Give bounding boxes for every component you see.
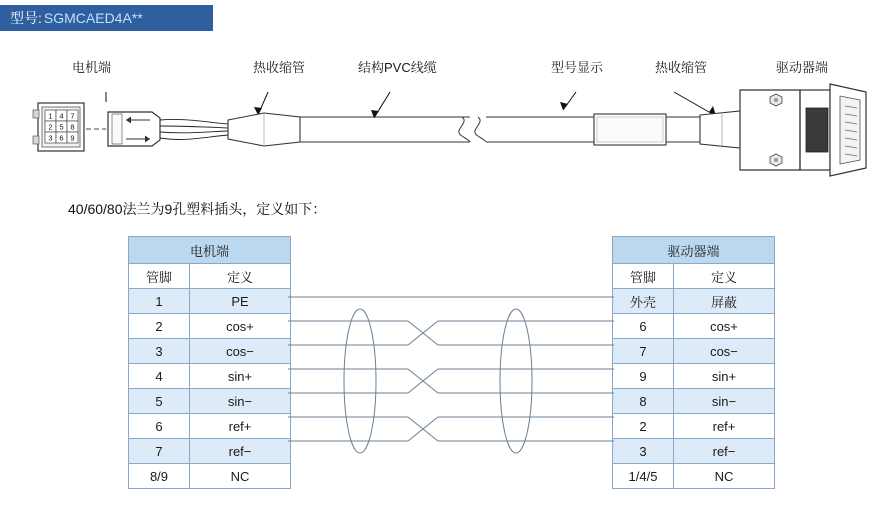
table-row [129,389,291,414]
motor-def: ref− [190,439,291,464]
motor-def: ref+ [190,414,291,439]
drive-def: 屏蔽 [674,289,775,314]
motor-col-def: 定义 [190,264,291,289]
drive-pin: 7 [613,339,674,364]
table-row [129,464,291,489]
drive-col-def: 定义 [674,264,775,289]
table-row [613,314,775,339]
table-row [613,389,775,414]
drive-def: cos+ [674,314,775,339]
motor-pin-table [128,236,291,489]
motor-table-header-row [129,264,291,289]
motor-pin: 4 [129,364,190,389]
motor-pin: 8/9 [129,464,190,489]
label-heat-shrink-1: 热收缩管 [253,60,306,75]
motor-pin: 3 [129,339,190,364]
motor-def: cos+ [190,314,291,339]
drive-pin: 2 [613,414,674,439]
svg-text:6: 6 [59,133,64,143]
svg-text:3: 3 [48,133,53,143]
motor-def: PE [190,289,291,314]
heat-shrink-tube-right [700,111,740,148]
table-row [129,289,291,314]
drive-def: sin+ [674,364,775,389]
table-row [613,364,775,389]
drive-table-title: 驱动器端 [613,237,775,264]
wiring-diagram [288,288,614,496]
table-row [613,414,775,439]
label-model-display: 型号显示 [551,60,604,75]
motor-pin: 5 [129,389,190,414]
motor-col-pin: 管脚 [129,264,190,289]
table-row [129,439,291,464]
table-row [129,364,291,389]
motor-def: sin+ [190,364,291,389]
drive-pin: 外壳 [613,289,674,314]
drive-table-header-row [613,264,775,289]
label-motor-end: 电机端 [72,60,112,75]
table-row [613,289,775,314]
svg-text:1: 1 [48,111,53,121]
drive-def: ref+ [674,414,775,439]
svg-text:2: 2 [48,122,53,132]
motor-def: NC [190,464,291,489]
svg-text:7: 7 [70,111,75,121]
label-heat-shrink-2: 热收缩管 [655,60,708,75]
label-pvc-cable: 结构PVC线缆 [358,60,437,75]
heat-shrink-tube-left [228,113,300,146]
drive-pin: 9 [613,364,674,389]
table-row [613,339,775,364]
table-row [613,464,775,489]
motor-pin: 7 [129,439,190,464]
svg-text:4: 4 [59,111,64,121]
motor-def: sin− [190,389,291,414]
svg-text:8: 8 [70,122,75,132]
motor-plug-backshell [86,112,160,146]
motor-pin: 1 [129,289,190,314]
model-value: SGMCAED4A** [43,10,143,26]
drive-pin: 6 [613,314,674,339]
drive-col-pin: 管脚 [613,264,674,289]
table-row [129,339,291,364]
drive-pin: 3 [613,439,674,464]
svg-text:5: 5 [59,122,64,132]
drive-def: cos− [674,339,775,364]
drive-pin: 8 [613,389,674,414]
flange-note: 40/60/80法兰为9孔塑料插头，定义如下： [68,201,327,217]
drive-table-title-row [613,237,775,264]
pvc-cable-right [666,117,700,142]
motor-connector-plug [33,103,84,151]
cable-assembly-illustration [0,70,890,185]
motor-table-title: 电机端 [129,237,291,264]
driver-connector-dsub [740,84,866,176]
pvc-cable-left [300,117,594,142]
drive-def: ref− [674,439,775,464]
drive-pin-table [612,236,775,489]
model-label: 型号: [10,10,42,26]
model-banner [0,5,213,31]
drive-pin: 1/4/5 [613,464,674,489]
label-driver-end: 驱动器端 [776,60,829,75]
table-row [613,439,775,464]
table-row [129,414,291,439]
motor-pin: 2 [129,314,190,339]
motor-pin: 6 [129,414,190,439]
drive-def: sin− [674,389,775,414]
motor-table-title-row [129,237,291,264]
svg-text:9: 9 [70,133,75,143]
model-display-sleeve [594,114,666,145]
motor-def: cos− [190,339,291,364]
table-row [129,314,291,339]
drive-def: NC [674,464,775,489]
